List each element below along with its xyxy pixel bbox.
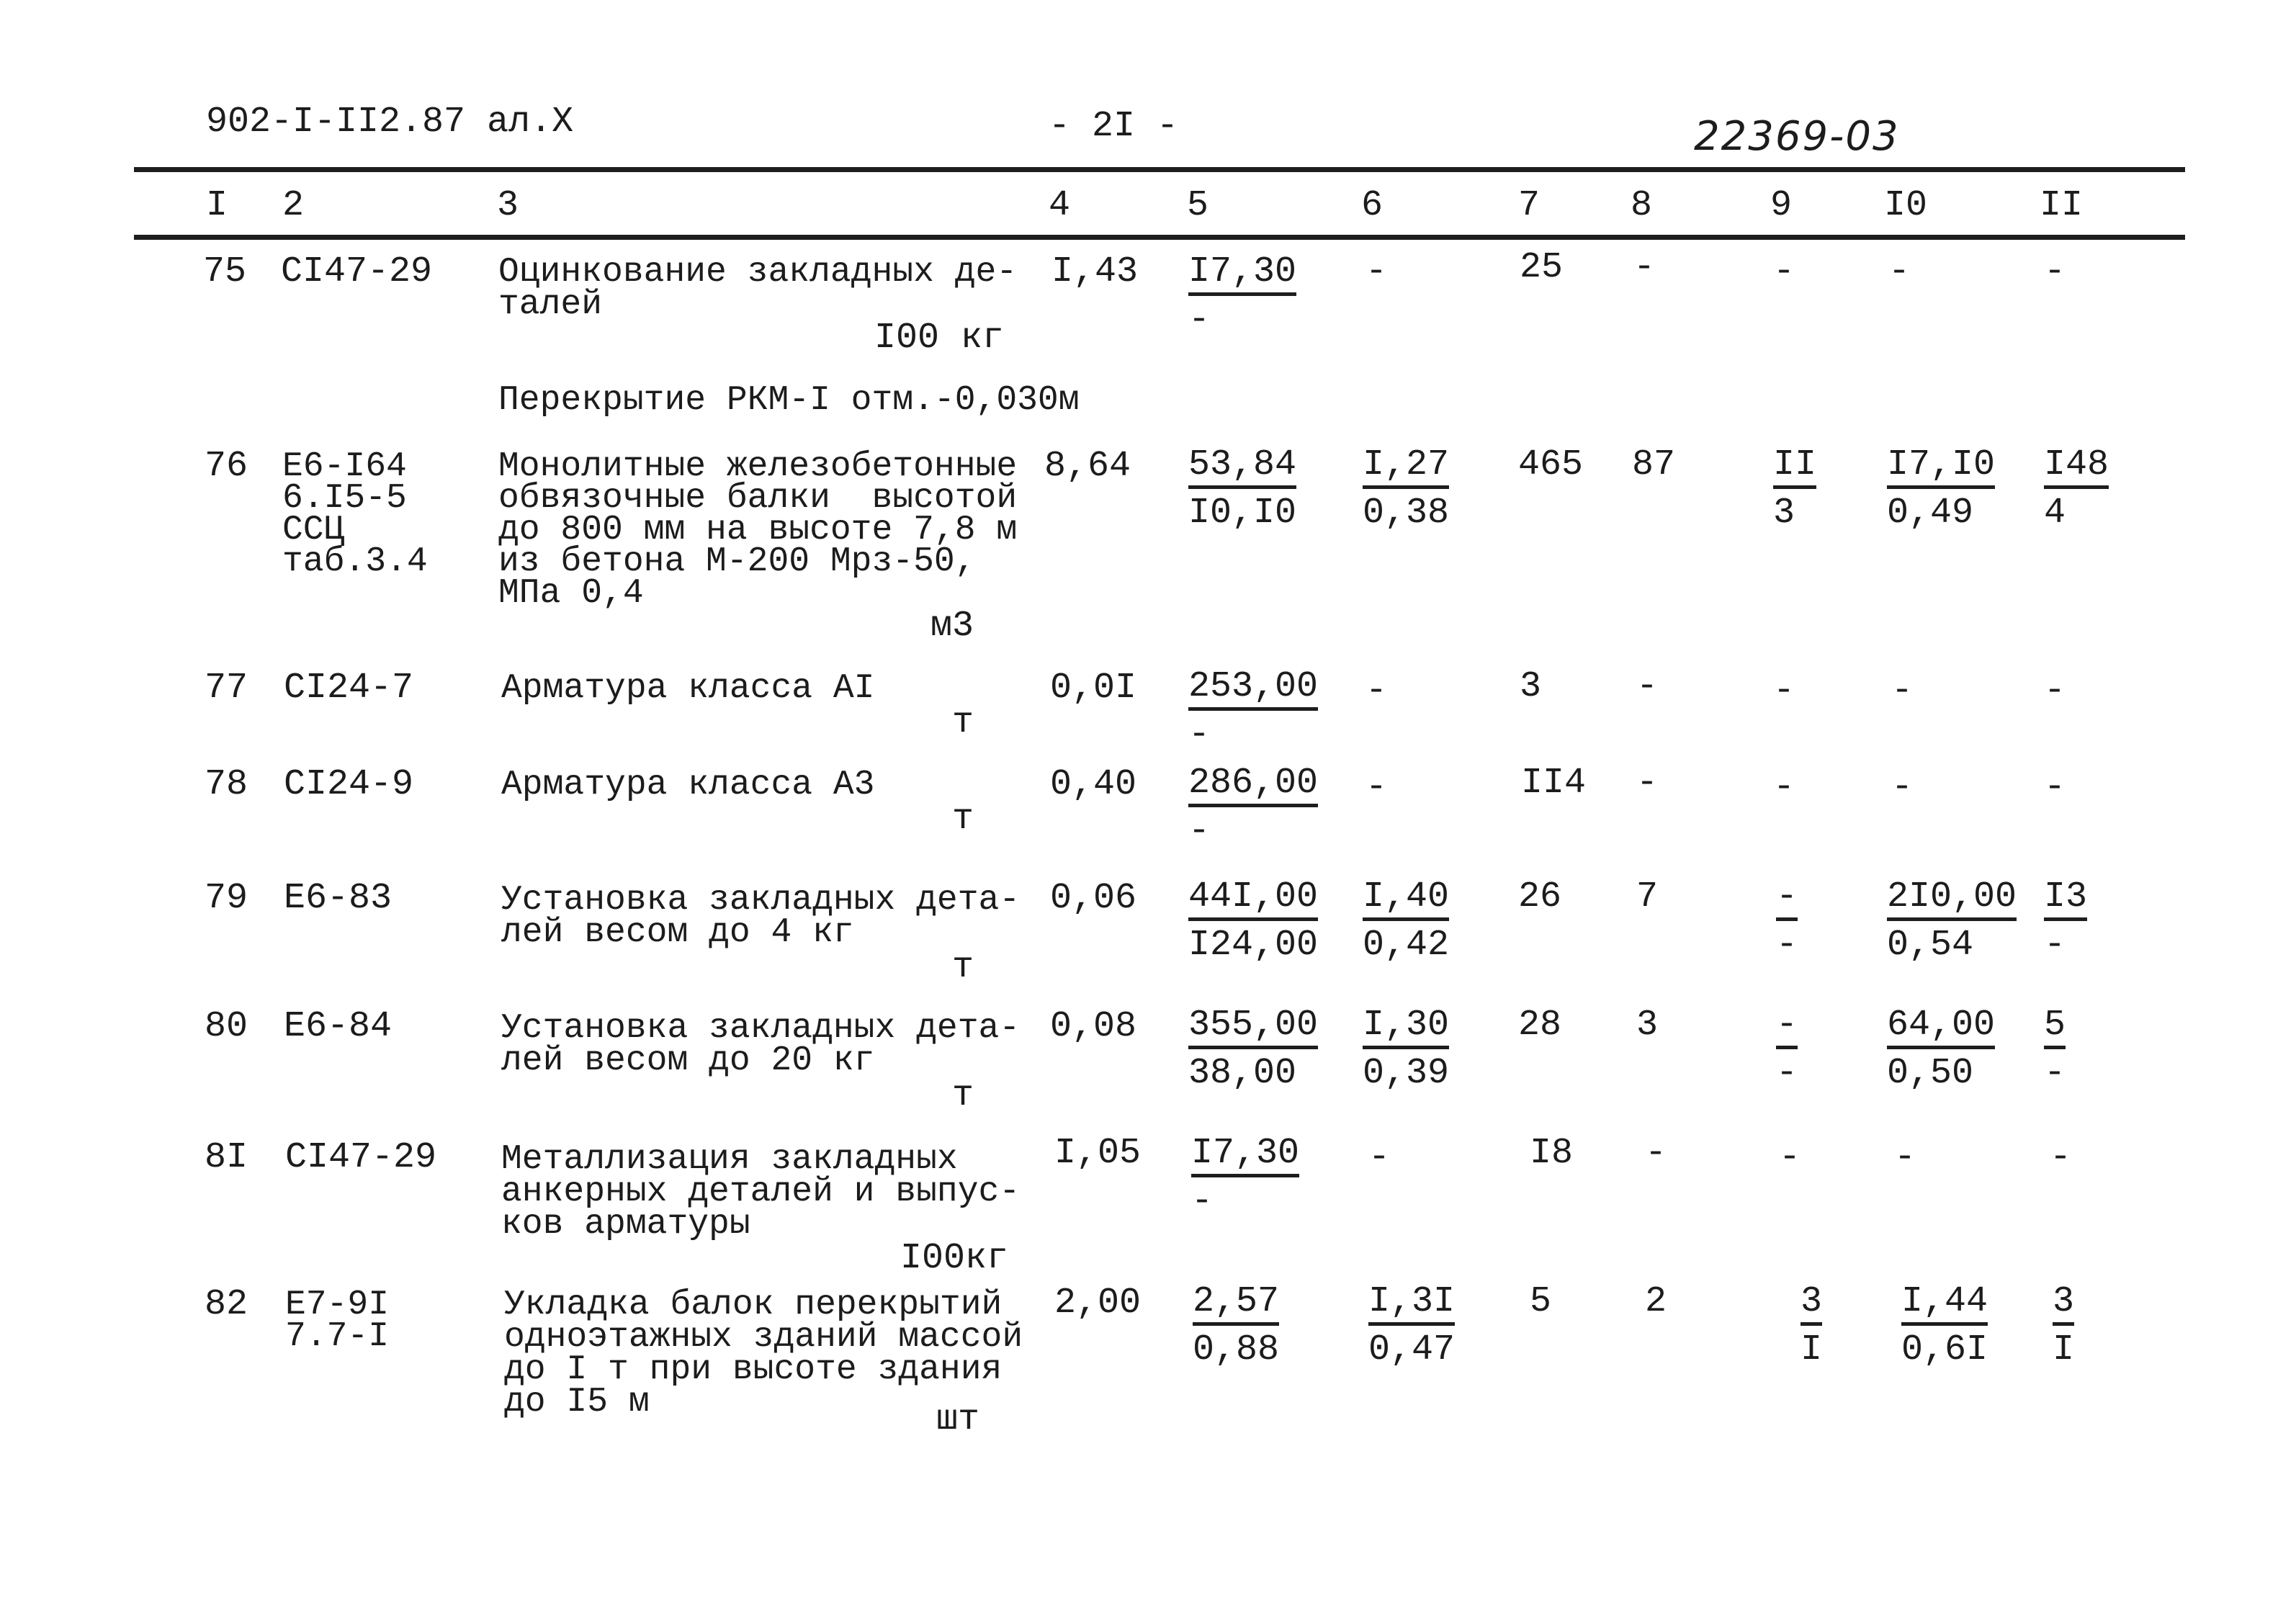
quantity: 0,08 <box>1050 1006 1137 1047</box>
column-header-10: I0 <box>1884 185 1928 226</box>
unit-cost-wages: - <box>1191 1181 1214 1222</box>
labour-total: I48 <box>2044 446 2109 489</box>
page-number: - 2I - <box>1049 106 1179 147</box>
labour-machinist: 0,50 <box>1887 1053 1974 1094</box>
norm-code: E6-83 <box>284 878 393 919</box>
labour-dash: - <box>1888 251 1911 292</box>
unit-cost-fraction <box>1188 765 1318 850</box>
unit-cost-fraction <box>1188 253 1296 339</box>
total-cost: 3 <box>1520 666 1542 707</box>
labour-total: I3 <box>2044 879 2087 921</box>
row-number: 75 <box>203 251 247 292</box>
machine-wages: 0,39 <box>1363 1053 1450 1094</box>
labour-fraction <box>1901 1283 1988 1369</box>
column-header-1: I <box>206 185 228 226</box>
unit-cost-total: 355,00 <box>1188 1007 1318 1049</box>
norm-code: CI47-29 <box>285 1137 437 1178</box>
column-header-9: 9 <box>1770 185 1793 226</box>
row-number: 80 <box>205 1006 248 1047</box>
labour-total: 5 <box>2044 1007 2066 1049</box>
column-header-4: 4 <box>1049 185 1071 226</box>
row-number: 82 <box>205 1284 248 1325</box>
unit-cost-wages: - <box>1188 811 1211 852</box>
machine-wages: 0,38 <box>1363 493 1450 534</box>
work-description-line: одноэтажных зданий массой <box>504 1318 1023 1357</box>
machine-cost-dash: - <box>1366 767 1388 808</box>
work-description-line: до I5 м <box>504 1383 650 1422</box>
labour-total-dash: - <box>2050 1137 2072 1178</box>
unit-cost-total: I7,30 <box>1188 253 1296 296</box>
norm-code: CI24-9 <box>284 764 414 805</box>
labour-total-dash: - <box>2044 767 2066 808</box>
machine-total: 3 <box>1801 1283 1822 1326</box>
unit-of-measure: т <box>952 947 974 988</box>
unit-cost-wages: 0,88 <box>1193 1329 1280 1370</box>
work-description-line: ков арматуры <box>501 1205 750 1244</box>
machine-total: II <box>1773 446 1816 489</box>
labour-total-machinist: - <box>2044 925 2066 966</box>
total-cost: 25 <box>1520 247 1564 288</box>
unit-cost-fraction <box>1188 1007 1318 1092</box>
machine-total-dash: - <box>1773 767 1795 808</box>
unit-cost-wages: I0,I0 <box>1188 493 1297 534</box>
machine-cost-dash: - <box>1366 670 1388 712</box>
machine-cost: I,30 <box>1363 1007 1449 1049</box>
machine-cost-dash: - <box>1368 1137 1391 1178</box>
unit-of-measure: т <box>952 1075 974 1116</box>
header-rule <box>134 235 2185 240</box>
machine-cost-fraction <box>1363 1007 1449 1092</box>
labour-dash: - <box>1894 1137 1916 1178</box>
work-description-line: талей <box>498 285 603 324</box>
work-description-line: лей весом до 4 кг <box>501 913 854 952</box>
unit-cost-wages: - <box>1188 300 1211 341</box>
wages-total: - <box>1633 247 1656 288</box>
labour-fraction <box>1887 1007 1995 1092</box>
work-description-line: Установка закладных дета- <box>501 881 1021 920</box>
machine-cost-fraction <box>1363 446 1449 532</box>
unit-cost-fraction <box>1188 668 1318 754</box>
section-heading: Перекрытие РКМ-I отм.-0,030м <box>498 381 1080 420</box>
work-description-line: обвязочные балки высотой <box>498 479 1018 518</box>
norm-code-line: E6-I64 <box>282 447 407 486</box>
machine-total-dash: - <box>1779 1137 1801 1178</box>
unit-of-measure: I00кг <box>900 1238 1009 1279</box>
work-description-line: Арматура класса A3 <box>501 766 875 804</box>
stamp-number: 22369-03 <box>1694 113 1900 160</box>
machine-wages: 0,42 <box>1363 925 1450 966</box>
machine-cost-fraction <box>1363 876 1450 966</box>
machine-total-wages: I <box>1801 1329 1823 1370</box>
labour-total-fraction <box>2044 1007 2066 1092</box>
labour-total-fraction <box>2044 446 2109 532</box>
labour-total-dash: - <box>2044 670 2066 712</box>
work-description-line: Металлизация закладных <box>501 1140 958 1179</box>
work-description-line: из бетона М-200 Мрз-50, <box>498 542 976 581</box>
quantity: I,43 <box>1051 251 1139 292</box>
norm-code-line: 6.I5-5 <box>282 479 407 518</box>
unit-cost-fraction <box>1188 876 1319 966</box>
work-description-line: до 800 мм на высоте 7,8 м <box>498 511 1018 549</box>
total-cost: 465 <box>1518 444 1584 485</box>
total-cost: 28 <box>1518 1005 1562 1046</box>
row-number: 8I <box>205 1137 248 1178</box>
machine-total: - <box>1776 879 1798 921</box>
wages-total: 3 <box>1636 1005 1659 1046</box>
unit-of-measure: м3 <box>930 606 974 647</box>
machine-total: - <box>1776 1007 1798 1049</box>
work-description-line: Установка закладных дета- <box>501 1009 1021 1048</box>
unit-of-measure: т <box>952 799 974 840</box>
labour-fraction <box>1887 876 2017 966</box>
labour-dash: - <box>1891 670 1914 712</box>
wages-total: - <box>1645 1133 1667 1174</box>
unit-cost-wages: 38,00 <box>1188 1053 1297 1094</box>
unit-cost-total: 44I,00 <box>1188 879 1318 921</box>
column-header-6: 6 <box>1361 185 1384 226</box>
machine-total-fraction <box>1776 876 1798 966</box>
unit-of-measure: I00 кг <box>874 318 1005 359</box>
labour-machinist: 0,6I <box>1901 1329 1988 1370</box>
norm-code-line: E7-9I <box>285 1285 390 1324</box>
labour-machinist: 0,49 <box>1887 493 1974 534</box>
unit-cost-fraction <box>1191 1135 1299 1221</box>
top-rule <box>134 167 2185 172</box>
machine-total-fraction <box>1773 446 1816 532</box>
wages-total: - <box>1636 763 1659 804</box>
machine-cost: I,3I <box>1368 1283 1455 1326</box>
machine-total-dash: - <box>1773 251 1795 292</box>
machine-cost-dash: - <box>1366 251 1388 292</box>
unit-cost-wages: I24,00 <box>1188 925 1319 966</box>
total-cost: II4 <box>1521 763 1587 804</box>
labour-dash: - <box>1891 767 1914 808</box>
row-number: 79 <box>205 878 248 919</box>
labour-total-fraction <box>2044 876 2088 966</box>
work-description-line: лей весом до 20 кг <box>501 1041 875 1080</box>
unit-cost-fraction <box>1193 1283 1279 1369</box>
machine-wages: 0,47 <box>1368 1329 1456 1370</box>
machine-total-dash: - <box>1773 670 1795 712</box>
column-header-5: 5 <box>1187 185 1209 226</box>
column-header-3: 3 <box>497 185 519 226</box>
unit-cost-total: I7,30 <box>1191 1135 1299 1177</box>
total-cost: 26 <box>1518 876 1562 917</box>
labour-total-machinist: - <box>2044 1053 2066 1094</box>
unit-cost-total: 53,84 <box>1188 446 1296 489</box>
unit-cost-total: 286,00 <box>1188 765 1318 807</box>
labour-per-unit: 64,00 <box>1887 1007 1995 1049</box>
unit-of-measure: шт <box>936 1399 980 1440</box>
labour-per-unit: I7,I0 <box>1887 446 1995 489</box>
column-header-11: II <box>2040 185 2084 226</box>
quantity: 0,06 <box>1050 878 1137 919</box>
total-cost: 5 <box>1530 1281 1552 1322</box>
quantity: 2,00 <box>1054 1283 1142 1324</box>
column-header-8: 8 <box>1631 185 1653 226</box>
machine-total-wages: 3 <box>1773 493 1795 534</box>
norm-code-line: таб.3.4 <box>282 542 428 581</box>
work-description-line: Укладка балок перекрытий <box>504 1285 1003 1324</box>
labour-total-dash: - <box>2044 251 2066 292</box>
row-number: 78 <box>205 764 248 805</box>
row-number: 76 <box>205 446 248 487</box>
wages-total: 2 <box>1645 1281 1667 1322</box>
wages-total: 87 <box>1632 444 1676 485</box>
norm-code-line: 7.7-I <box>285 1317 390 1356</box>
work-description-line: Арматура класса AI <box>501 669 875 708</box>
labour-total-machinist: 4 <box>2044 493 2066 534</box>
work-description-line: анкерных деталей и выпус- <box>501 1172 1021 1211</box>
column-header-2: 2 <box>282 185 305 226</box>
labour-per-unit: I,44 <box>1901 1283 1988 1326</box>
machine-cost: I,27 <box>1363 446 1449 489</box>
wages-total: 7 <box>1636 876 1659 917</box>
unit-cost-fraction <box>1188 446 1296 532</box>
labour-total: 3 <box>2053 1283 2074 1326</box>
machine-total-fraction <box>1801 1283 1822 1369</box>
unit-cost-wages: - <box>1188 714 1211 755</box>
norm-code: CI47-29 <box>281 251 433 292</box>
labour-machinist: 0,54 <box>1887 925 1974 966</box>
labour-per-unit: 2I0,00 <box>1887 879 2017 921</box>
machine-cost-fraction <box>1368 1283 1455 1369</box>
unit-of-measure: т <box>952 702 974 743</box>
labour-total-machinist: I <box>2053 1329 2075 1370</box>
row-number: 77 <box>205 668 248 709</box>
work-description-line: до I т при высоте здания <box>504 1350 1003 1389</box>
machine-total-fraction <box>1776 1007 1798 1092</box>
quantity: 0,40 <box>1050 764 1137 805</box>
machine-total-wages: - <box>1776 1053 1798 1094</box>
unit-cost-total: 253,00 <box>1188 668 1318 711</box>
total-cost: I8 <box>1530 1133 1574 1174</box>
norm-code: CI24-7 <box>284 668 414 709</box>
column-header-7: 7 <box>1518 185 1541 226</box>
quantity: 8,64 <box>1044 446 1131 487</box>
labour-total-fraction <box>2053 1283 2074 1369</box>
quantity: 0,0I <box>1050 668 1137 709</box>
machine-total-wages: - <box>1776 925 1798 966</box>
wages-total: - <box>1636 666 1659 707</box>
document-code: 902-I-II2.87 ал.X <box>206 102 574 143</box>
unit-cost-total: 2,57 <box>1193 1283 1279 1326</box>
work-description-line: МПа 0,4 <box>498 574 644 613</box>
labour-fraction <box>1887 446 1995 532</box>
work-description-line: Монолитные железобетонные <box>498 447 1018 486</box>
quantity: I,05 <box>1054 1133 1142 1174</box>
work-description-line: Оцинкование закладных де- <box>498 253 1018 292</box>
norm-code-line: ССЦ <box>282 511 345 549</box>
norm-code: E6-84 <box>284 1006 393 1047</box>
machine-cost: I,40 <box>1363 879 1449 921</box>
